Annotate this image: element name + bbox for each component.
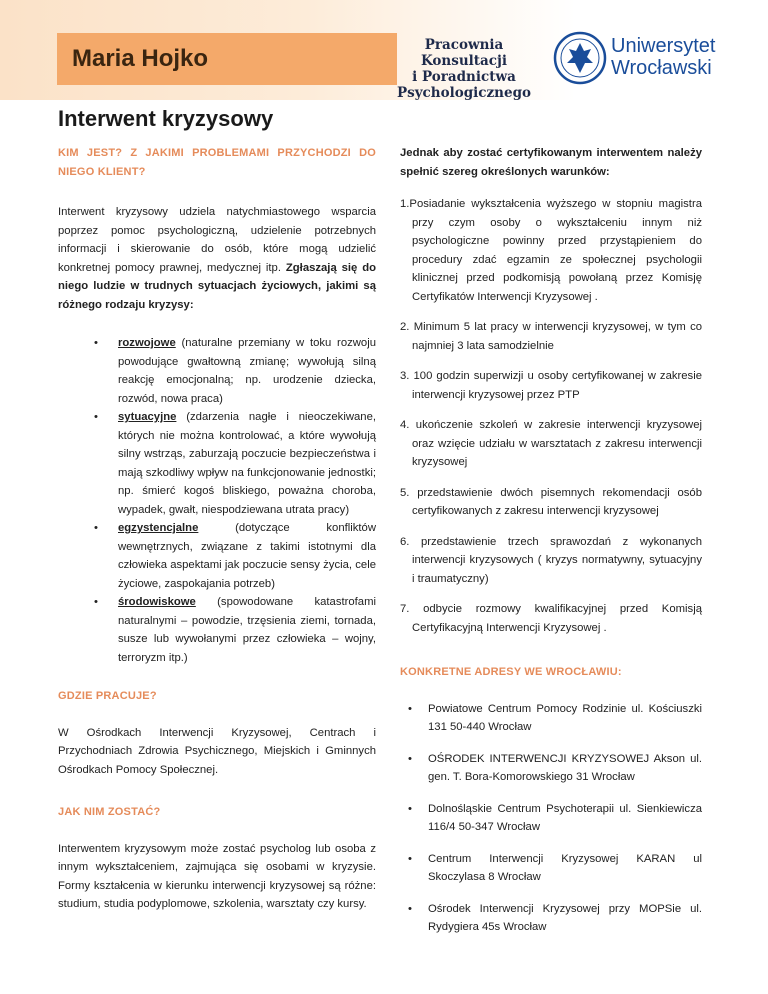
list-item: • środowiskowe (spowodowane katastrofami naturalnymi – powodzie, trzęsienia ziemi, tornada, susze lub wywołanymi przez człowieka – wojny, terroryzm itp.) [94,596,376,664]
requirement-item: 5. przedstawienie dwóch pisemnych rekomendacji osób certyfikowanych z zakresu interwencji kryzysowej [400,486,702,517]
section-heading-gdzie: GDZIE PRACUJE? [58,690,157,702]
list-item: • rozwojowe (naturalne przemiany w toku rozwoju powodujące gwałtowną zmianę; wywołują silną reakcję emocjonalną; np. urodzenie dziecka, rozwód, nowa praca) [94,337,376,405]
section-heading-adresy: KONKRETNE ADRESY WE WROCŁAWIU: [400,666,622,678]
certification-intro: Jednak aby zostać certyfikowanym interwentem należy spełnić szereg określonych warunków: [400,147,702,178]
page-title: Interwent kryzysowy [58,106,274,131]
gdzie-paragraph: W Ośrodkach Interwencji Kryzysowej, Centrach i Przychodniach Zdrowia Psychicznego, Miejskich i Gminnych Ośrodkach Pomocy Społecznej. [58,726,376,776]
requirement-item: 4. ukończenie szkoleń w zakresie interwencji kryzysowej oraz wzięcie udziału w warsztatach z zakresu interwencji kryzysowej [400,419,702,468]
requirement-item: 2. Minimum 5 lat pracy w interwencji kryzysowej, w tym co najmniej 3 lata samodzielnie [400,321,702,352]
requirement-item: 3. 100 godzin superwizji u osoby certyfikowanej w zakresie interwencji kryzysowej przez PTP [400,370,702,401]
left-column [58,144,376,914]
intro-paragraph: Interwent kryzysowy udziela natychmiastowego wsparcia poprzez pomoc psychologiczną, udzielenie potrzebnych informacji i skierowanie do osób, które mogą udzielić konkretnej pomocy prawnej, medycznej itp. Zgłaszają się do niego ludzie w trudnych sytuacjach życiowych, jakimi są różnego rodzaju kryzysy: [58,206,377,311]
university-name: Uniwersytet Wrocławski [611,35,716,79]
requirement-item: 6. przedstawienie trzech sprawozdań z wykonanych interwencji kryzysowych ( kryzys normatywny, sytuacyjny i traumatyczny) [400,535,702,585]
crisis-type-list [58,334,376,667]
author-banner [57,33,397,85]
university-seal-icon [553,31,607,85]
list-item: • sytuacyjne (zdarzenia nagłe i nieoczekiwane, których nie można kontrolować, a które wywołują silny wstrząs, zaburzają poczucie bezpieczeństwa i mają szkodliwy wpływ na funkcjonowanie jednostki; np. śmierć kogoś bliskiego, poważna choroba, wypadek, gwałt, niespodziewana utrata pracy) [94,411,376,516]
list-item: • OŚRODEK INTERWENCJI KRYZYSOWEJ Akson ul. gen. T. Bora-Komorowskiego 31 Wrocław [408,752,702,783]
address-list [400,700,702,937]
list-item: • Powiatowe Centrum Pomocy Rodzinie ul. Kościuszki 131 50-440 Wrocław [408,702,702,733]
list-item: • Ośrodek Interwencji Kryzysowej przy MOPSie ul. Rydygiera 45s Wrocław [408,902,702,933]
section-heading-kim: KIM JEST? Z JAKIMI PROBLEMAMI PRZYCHODZI DO NIEGO KLIENT? [58,147,376,178]
requirement-item: 1.Posiadanie wykształcenia wyższego w stopniu magistra przy czym osoby o wykształceniu innym niż psychologiczne powinny przed przystąpieniem do procedury zdać egzamin ze społecznej psychologii klinicznej przed podkomisją powołaną przez Komisję Certyfikatów Interwencji Kryzysowej . [400,198,702,303]
list-item: • Centrum Interwencji Kryzysowej KARAN ul Skoczylasa 8 Wrocław [408,852,702,883]
pracownia-logo-text: Pracownia Konsultacji i Poradnictwa Psychologicznego [396,37,532,101]
requirement-item: 7. odbycie rozmowy kwalifikacyjnej przed Komisją Certyfikacyjną Interwencji Kryzysowej . [400,603,702,634]
list-item: • Dolnośląskie Centrum Psychoterapii ul. Sienkiewicza 116/4 50-347 Wrocław [408,802,702,833]
right-column [400,144,702,950]
list-item: • egzystencjalne (dotyczące konfliktów wewnętrznych, związane z takimi istotnymi dla człowieka aspektami jak poczucie sensy życia, cele życiowe, zaspokajania potrzeb) [94,522,376,590]
jak-paragraph: Interwentem kryzysowym może zostać psycholog lub osoba z innym wykształceniem, zajmująca się osobami w kryzysie. Formy kształcenia w kierunku interwencji kryzysowej są różne: studium, studia podyplomowe, szkolenia, warsztaty czy kursy. [58,842,376,910]
section-heading-jak: JAK NIM ZOSTAĆ? [58,806,161,818]
author-name: Maria Hojko [72,45,209,72]
